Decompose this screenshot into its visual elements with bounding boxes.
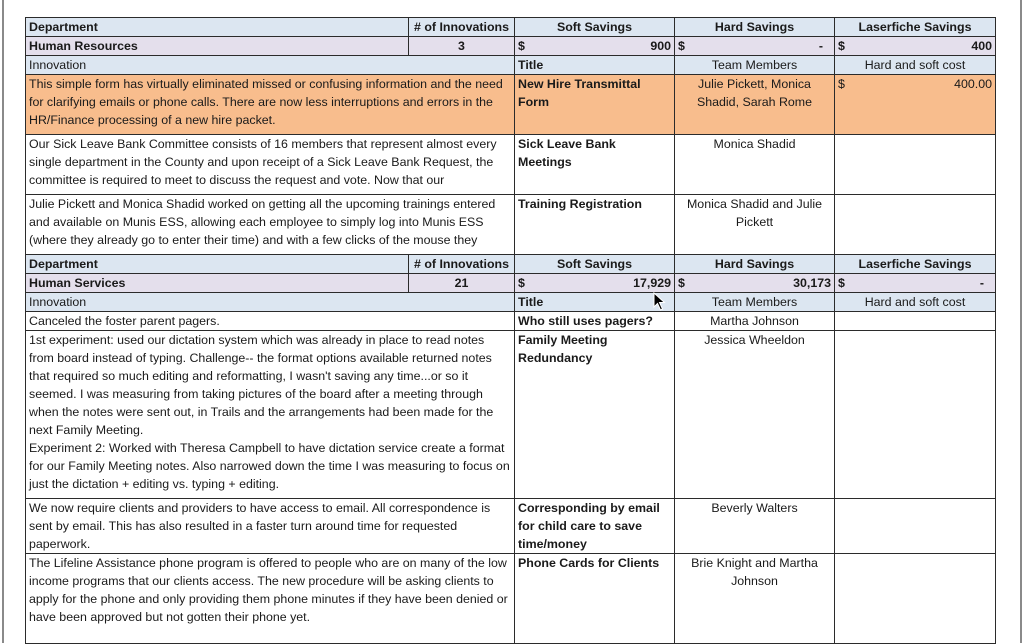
window-edge-left [2, 0, 4, 643]
innovations-count[interactable]: 21 [409, 274, 515, 293]
innovation-row [26, 195, 996, 255]
team-members[interactable]: Monica Shadid and Julie Pickett [675, 195, 835, 255]
cost-cell[interactable] [835, 75, 996, 135]
title-header[interactable]: Title [515, 293, 675, 312]
team-members[interactable]: Julie Pickett, Monica Shadid, Sarah Rome [675, 75, 835, 135]
innovation-description[interactable]: Canceled the foster parent pagers. [26, 312, 515, 331]
department-summary-row [26, 37, 996, 56]
soft-savings-cell[interactable] [515, 37, 675, 56]
innovation-header[interactable]: Innovation [26, 56, 515, 75]
innovation-row [26, 312, 996, 331]
description-part-1: 1st experiment: used our dictation system which was already in place to read notes from board instead of typing. Challenge-- the format options available returned notes that required so much editing and reformatting, I wasn't saving any time...or so it seemed. I was measuring from taking pictures of the board after a meeting through when the notes were sent out, in Trails and the arrangements had been made for the next Family Meeting. [29, 333, 494, 437]
innovation-description[interactable]: We now require clients and providers to have access to email. All correspondence is sent by email. This has also resulted in a faster turn around time for requested paperwork. [26, 499, 515, 554]
team-members[interactable]: Jessica Wheeldon [675, 331, 835, 499]
innovation-description[interactable]: The Lifeline Assistance phone program is offered to people who are on many of the low income programs that our clients access. The new procedure will be asking clients to apply for the phone and only providing them phone minutes if they have been denied or have been approved but not gotten their phone yet. [26, 554, 515, 644]
innovation-title[interactable]: Training Registration [515, 195, 675, 255]
currency-symbol: $ [678, 276, 685, 290]
soft-savings-value: 900 [650, 39, 671, 53]
column-header-row [26, 255, 996, 274]
cost-cell[interactable] [835, 195, 996, 255]
soft-savings-value: 17,929 [633, 276, 671, 290]
hard-savings-value: 30,173 [793, 276, 831, 290]
innovations-spreadsheet [25, 17, 996, 644]
innovation-description[interactable]: This simple form has virtually eliminated missed or confusing information and the need for clarifying emails or phone calls. There are now less interruptions and errors in the HR/Finance processing of a new hire packet. [26, 75, 515, 135]
innovations-count-header[interactable]: # of Innovations [409, 255, 515, 274]
currency-symbol: $ [518, 39, 525, 53]
laserfiche-savings-value: - [979, 276, 984, 290]
currency-symbol: $ [678, 39, 685, 53]
cost-cell[interactable] [835, 135, 996, 195]
currency-symbol: $ [838, 39, 845, 53]
soft-savings-cell[interactable] [515, 274, 675, 293]
cost-value: 400.00 [954, 77, 992, 91]
team-members[interactable]: Martha Johnson [675, 312, 835, 331]
department-name[interactable]: Human Services [26, 274, 409, 293]
hard-savings-cell[interactable] [675, 37, 835, 56]
innovation-header[interactable]: Innovation [26, 293, 515, 312]
hard-savings-cell[interactable] [675, 274, 835, 293]
currency-symbol: $ [838, 276, 845, 290]
currency-symbol: $ [838, 77, 845, 91]
cost-cell[interactable] [835, 499, 996, 554]
cost-cell[interactable] [835, 312, 996, 331]
team-members[interactable]: Monica Shadid [675, 135, 835, 195]
team-members-header[interactable]: Team Members [675, 56, 835, 75]
department-header[interactable]: Department [26, 255, 409, 274]
laserfiche-savings-value: 400 [971, 39, 992, 53]
innovation-row [26, 499, 996, 554]
innovation-row-selected [26, 75, 996, 135]
team-members[interactable]: Brie Knight and Martha Johnson [675, 554, 835, 644]
innovation-title[interactable]: Family Meeting Redundancy [515, 331, 675, 499]
innovation-subheader-row [26, 56, 996, 75]
soft-savings-header[interactable]: Soft Savings [515, 18, 675, 37]
column-header-row [26, 18, 996, 37]
department-summary-row [26, 274, 996, 293]
innovation-title[interactable]: New Hire Transmittal Form [515, 75, 675, 135]
hard-savings-header[interactable]: Hard Savings [675, 18, 835, 37]
innovation-title[interactable]: Corresponding by email for child care to save time/money [515, 499, 675, 554]
team-members-header[interactable]: Team Members [675, 293, 835, 312]
window-edge-right [1020, 0, 1022, 643]
innovation-row [26, 135, 996, 195]
innovation-description[interactable]: Our Sick Leave Bank Committee consists of 16 members that represent almost every single department in the County and upon receipt of a Sick Leave Bank Request, the committee is required to meet to discuss the request and vote. Now that our [26, 135, 515, 195]
hard-savings-value: - [818, 39, 823, 53]
innovation-row [26, 331, 996, 499]
innovation-description[interactable] [26, 331, 515, 499]
cost-header[interactable]: Hard and soft cost [835, 293, 996, 312]
laserfiche-savings-cell[interactable] [835, 37, 996, 56]
laserfiche-savings-cell[interactable] [835, 274, 996, 293]
title-header[interactable]: Title [515, 56, 675, 75]
department-name[interactable]: Human Resources [26, 37, 409, 56]
hard-savings-header[interactable]: Hard Savings [675, 255, 835, 274]
innovations-count-header[interactable]: # of Innovations [409, 18, 515, 37]
innovation-title[interactable]: Who still uses pagers? [515, 312, 675, 331]
cost-cell[interactable] [835, 554, 996, 644]
mouse-pointer-icon [653, 292, 667, 312]
innovation-title[interactable]: Phone Cards for Clients [515, 554, 675, 644]
laserfiche-savings-header[interactable]: Laserfiche Savings [835, 255, 996, 274]
currency-symbol: $ [518, 276, 525, 290]
laserfiche-savings-header[interactable]: Laserfiche Savings [835, 18, 996, 37]
innovations-count[interactable]: 3 [409, 37, 515, 56]
team-members[interactable]: Beverly Walters [675, 499, 835, 554]
soft-savings-header[interactable]: Soft Savings [515, 255, 675, 274]
innovation-description[interactable]: Julie Pickett and Monica Shadid worked on getting all the upcoming trainings entered and available on Munis ESS, allowing each employee to simply log into Munis ESS (where they already go to enter their time) and with a few clicks of the mouse they [26, 195, 515, 255]
cost-header[interactable]: Hard and soft cost [835, 56, 996, 75]
description-part-2: Experiment 2: Worked with Theresa Campbell to have dictation service create a format for our Family Meeting notes. Also narrowed down the time I was measuring to focus on just the dictation + editing vs. typing + editing. [29, 441, 510, 491]
department-header[interactable]: Department [26, 18, 409, 37]
cost-cell[interactable] [835, 331, 996, 499]
innovation-title[interactable]: Sick Leave Bank Meetings [515, 135, 675, 195]
innovation-row [26, 554, 996, 644]
innovation-subheader-row [26, 293, 996, 312]
